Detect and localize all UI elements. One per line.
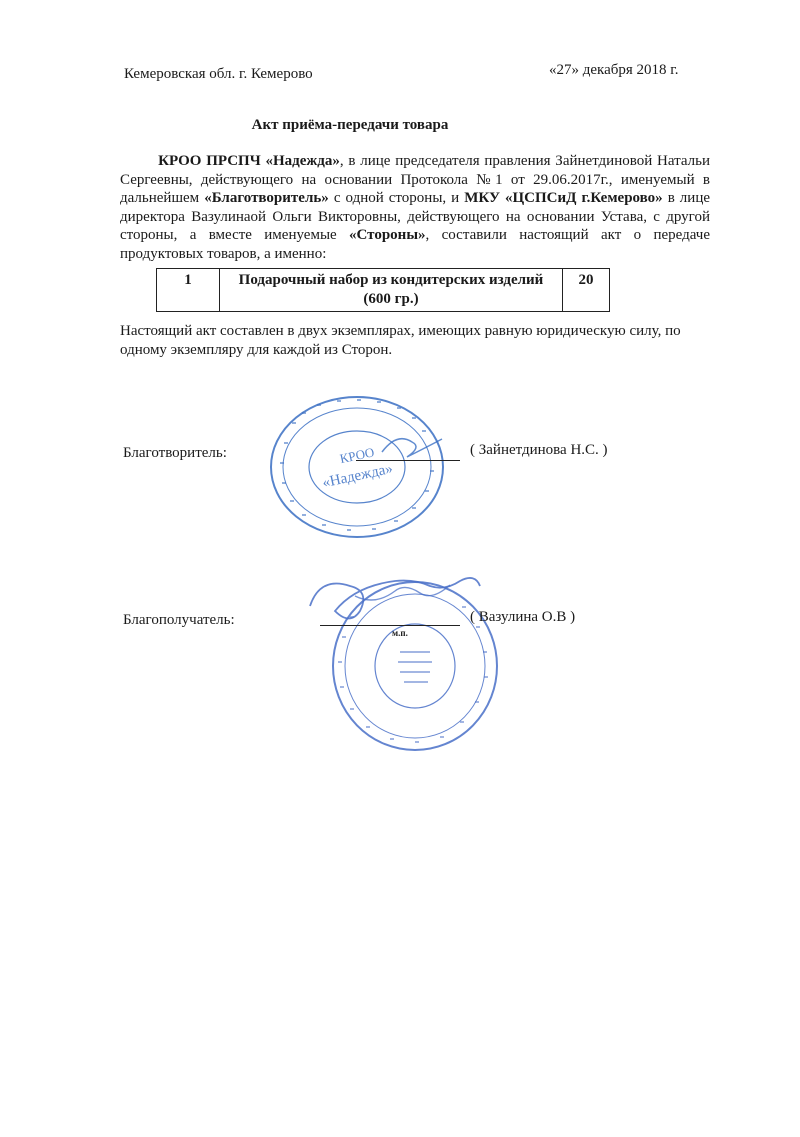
charity-seal [262,392,452,542]
intro-text-2: с одной стороны, и [328,190,465,206]
giver-label: Благотворитель: [123,445,227,461]
org-giver: КРОО ПРСПЧ «Надежда» [158,153,340,169]
item-number: 1 [157,269,220,312]
receiver-label: Благополучатель: [123,612,235,628]
document-place: Кемеровская обл. г. Кемерово [124,66,313,82]
receiver-signature-line [320,625,460,626]
giver-name: ( Зайнетдинова Н.С. ) [470,442,608,458]
receiver-seal [300,566,500,756]
giver-signature-line [356,460,460,461]
role-giver: «Благотворитель» [204,190,329,206]
item-quantity: 20 [563,269,610,312]
document-date: «27» декабря 2018 г. [549,62,679,78]
parties-term: «Стороны» [349,227,426,243]
intro-text-1: , в лице председателя правления Зайнетдиновой Натальи Сергеевны, действующего на основании Протокола №1 от 29.06.2017г., именуемый в дальнейшем [120,153,710,206]
intro-text-3: в лице директора Вазулинаой Ольги Викторовны, действующего на основании Устава, с другой стороны, а вместе именуемые [120,190,710,243]
closing-paragraph: Настоящий акт составлен в двух экземплярах, имеющих равную юридическую силу, по одному экземпляру для каждой из Сторон. [120,323,681,358]
table-row [157,269,610,312]
org-receiver: МКУ «ЦСПСиД г.Кемерово» [464,190,663,206]
intro-paragraph [120,152,710,263]
item-name: Подарочный набор из кондитерских изделий (600 гр.) [220,269,563,312]
items-table [156,268,610,312]
seal-place-marker: м.п. [392,628,408,638]
receiver-name: ( Вазулина О.В ) [470,609,576,625]
document-title: Акт приёма-передачи товара [251,117,449,133]
intro-text-4: , составили настоящий акт о передаче продуктовых товаров, а именно: [120,227,710,262]
seal-text-kroo: КРОО [338,444,376,467]
seal-text-nadezhda: «Надежда» [321,460,395,492]
